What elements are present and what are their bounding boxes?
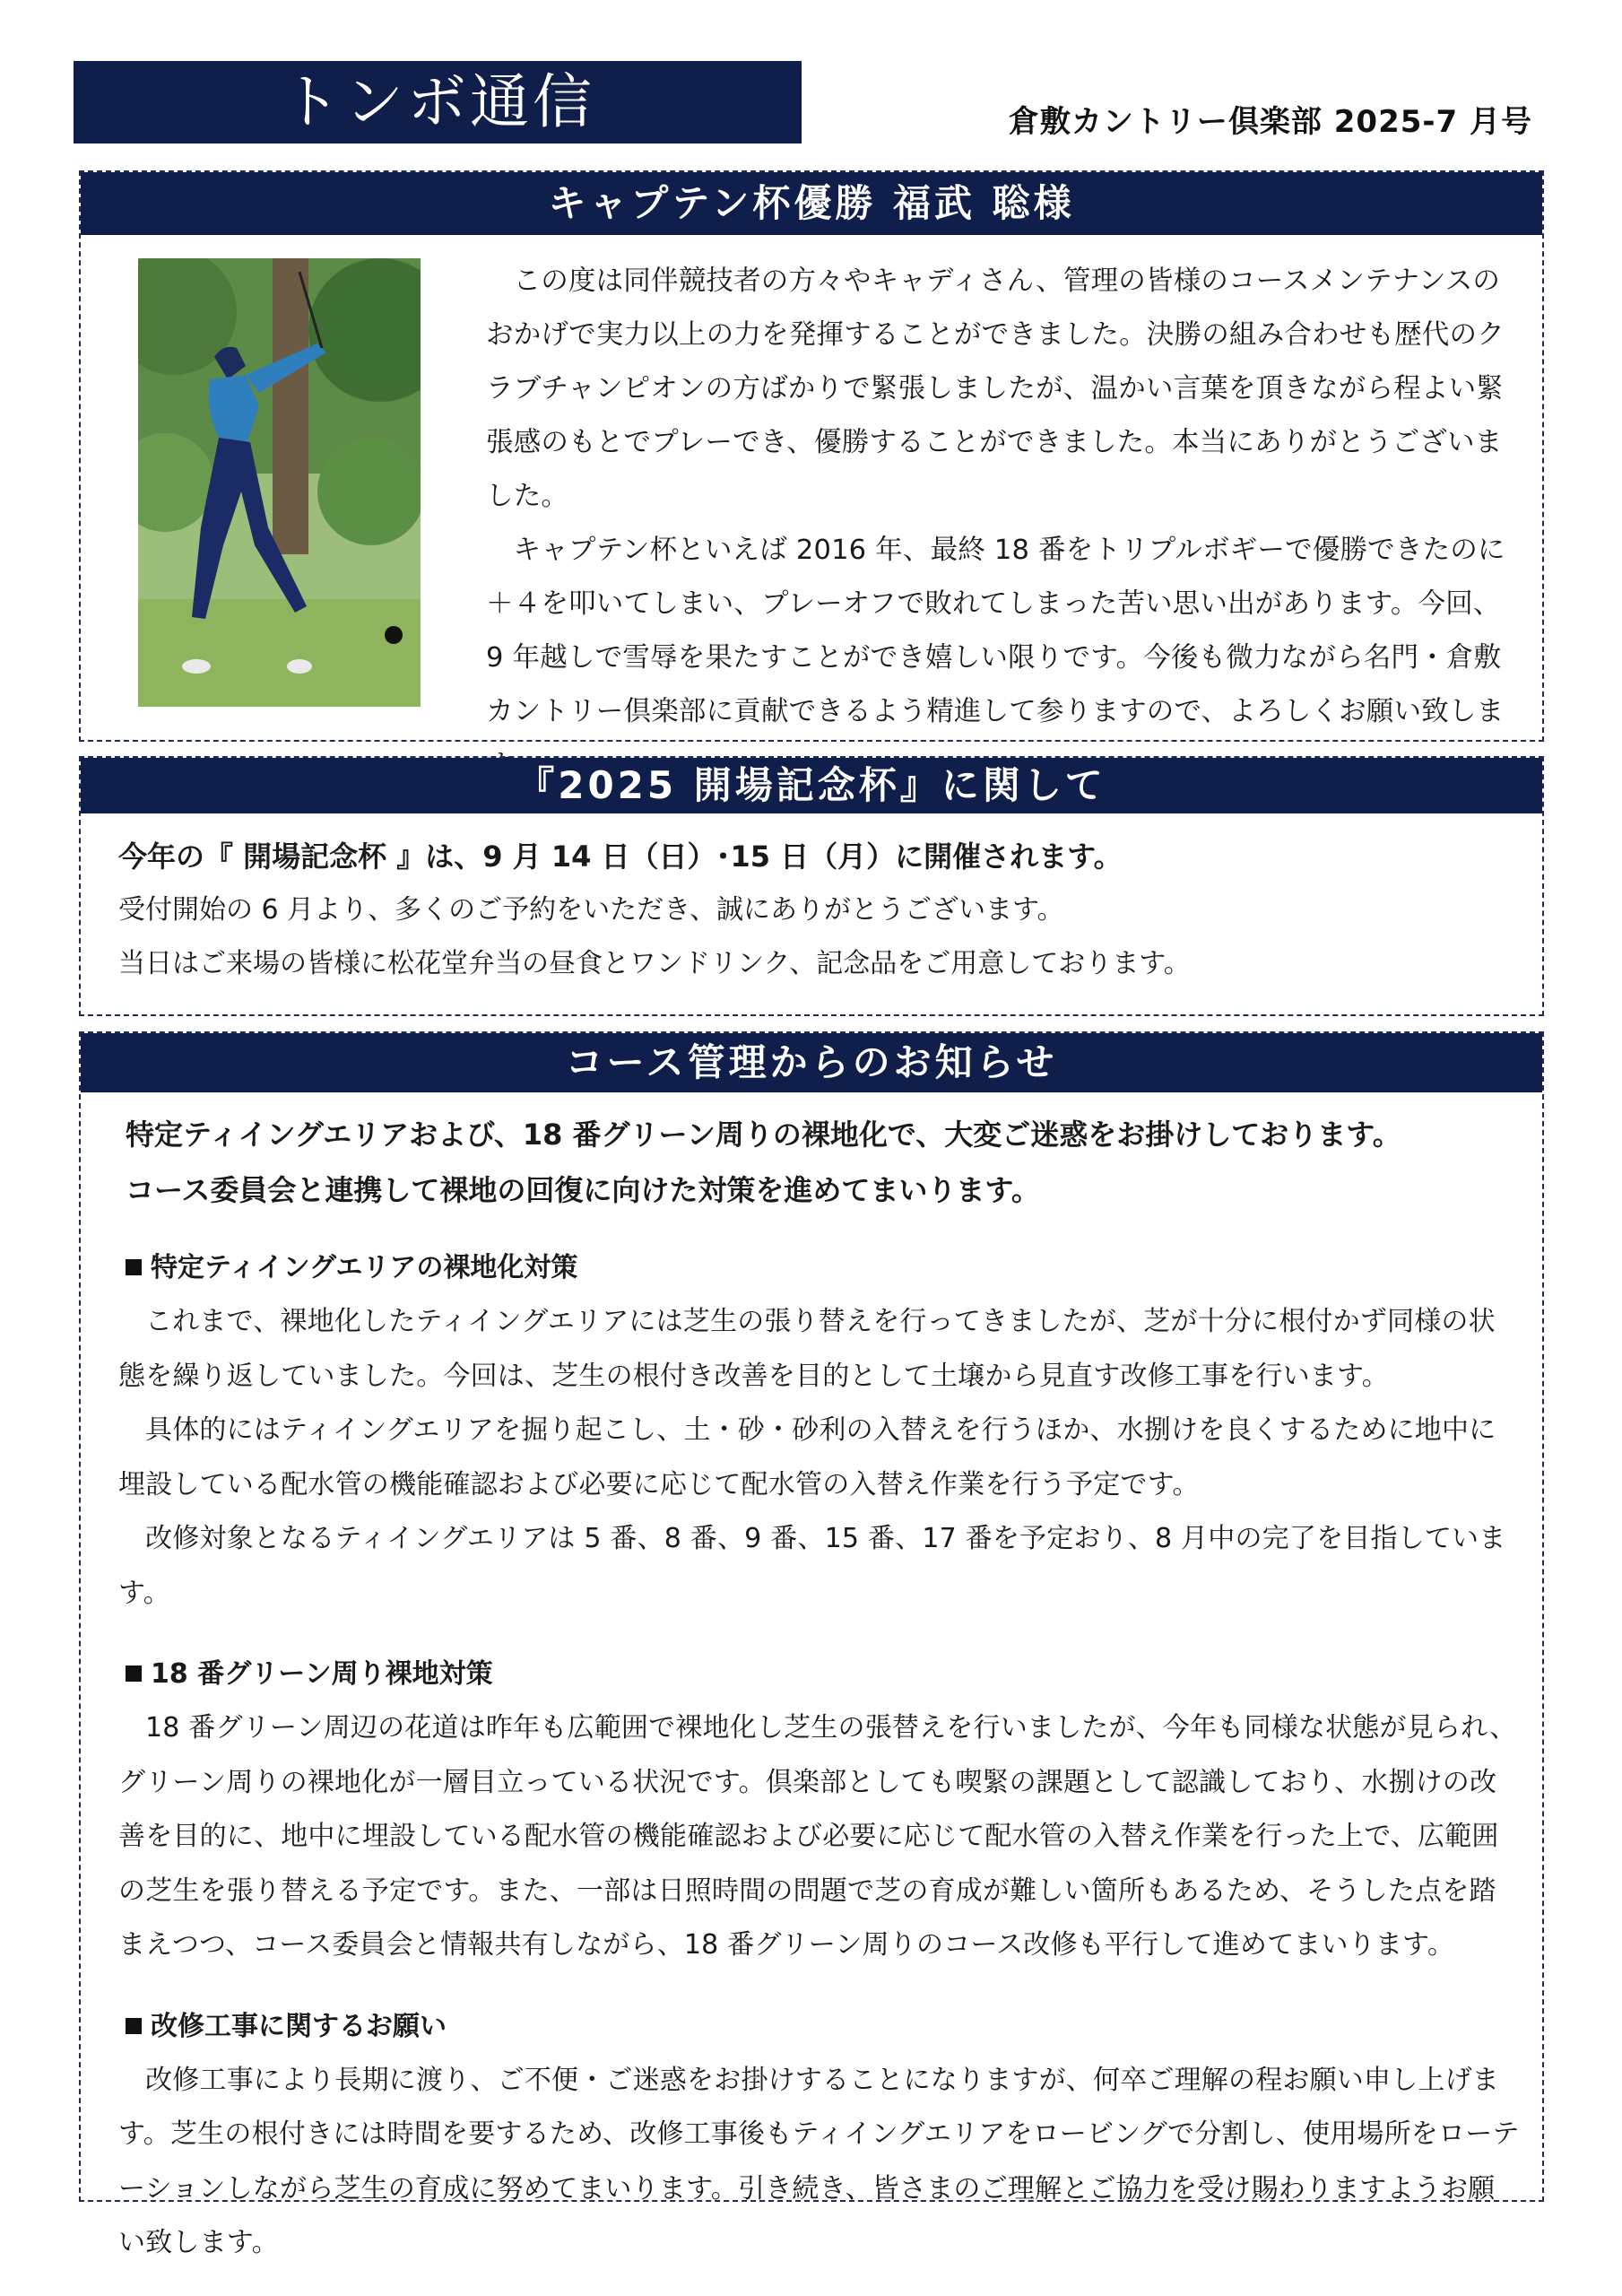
subsection-paragraph: 具体的にはティイングエリアを掘り起こし、土・砂・砂利の入替えを行うほか、水捌けを良くするために地中に埋設している配水管の機能確認および必要に応じて配水管の入替え作業を行う予定です。 <box>118 1414 1496 1500</box>
course-notice-heading: コース管理からのお知らせ <box>81 1033 1542 1092</box>
course-notice-intro: コース委員会と連携して裸地の回復に向けた対策を進めてまいります。 <box>126 1173 1040 1207</box>
golfer-photo <box>138 258 421 707</box>
course-notice-section <box>79 1031 1544 2258</box>
anniversary-cup-section <box>79 756 1544 1016</box>
captain-cup-heading: キャプテン杯優勝 福武 聡様 <box>81 172 1542 235</box>
message-paragraph: この度は同伴競技者の方々やキャディさん、管理の皆様のコースメンテナンスのおかげで実力以上の力を発揮することができました。決勝の組み合わせも歴代のクラブチャンピオンの方ばかりで緊張しましたが、温かい言葉を頂きながら程よい緊張感のもとでプレーでき、優勝することができました。本当にありがとうございました。 <box>486 265 1505 512</box>
subsection-paragraph: 改修工事により長期に渡り、ご不便・ご迷惑をお掛けすることになりますが、何卒ご理解の程お願い申し上げます。芝生の根付きには時間を要するため、改修工事後もティイングエリアをロービングで分割し、使用場所をローテーションしながら芝生の育成に努めてまいります。引き続き、皆さまのご理解とご協力を受け賜わりますようお願い致します。 <box>118 2064 1520 2258</box>
square-bullet-icon <box>126 2018 142 2034</box>
captain-cup-message <box>486 255 1508 793</box>
anniversary-cup-heading: 『2025 開場記念杯』に関して <box>81 758 1542 813</box>
subsection-title: 特定ティイングエリアの裸地化対策 <box>118 1241 1521 1295</box>
newsletter-title: トンボ通信 <box>74 61 802 144</box>
course-notice-intro: 特定ティイングエリアおよび、18 番グリーン周りの裸地化で、大変ご迷惑をお掛けしております。 <box>126 1118 1401 1152</box>
subsection-paragraph: これまで、裸地化したティイングエリアには芝生の張り替えを行ってきましたが、芝が十分に根付かず同様の状態を繰り返していました。今回は、芝生の根付き改善を目的として土壌から見直す改修工事を行います。 <box>118 1306 1496 1392</box>
subsection-title: 改修工事に関するお願い <box>118 2000 1521 2054</box>
issue-label: 倉敷カントリー倶楽部 2025-7 月号 <box>1008 104 1532 140</box>
message-paragraph: キャプテン杯といえば 2016 年、最終 18 番をトリプルボギーで優勝できたのに＋４を叩いてしまい、プレーオフで敗れてしまった苦い思い出があります。今回、9 年越しで雪辱を果たすことができ嬉しい限りです。今後も微力ながら名門・倉敷カントリー倶楽部に貢献できるよう精進して参りますので、よろしくお願い致しま <box>486 535 1505 727</box>
anniversary-cup-date: 今年の『 開場記念杯 』は、9 月 14 日（日）･15 日（月）に開催されます。 <box>118 839 1123 874</box>
subsection-title: 18 番グリーン周り裸地対策 <box>118 1648 1521 1701</box>
subsection-paragraph: 改修対象となるティイングエリアは 5 番、8 番、9 番、15 番、17 番を予定おり、8 月中の完了を目指しています。 <box>118 1523 1506 1609</box>
captain-cup-section <box>79 170 1544 742</box>
subsection-paragraph: 18 番グリーン周辺の花道は昨年も広範囲で裸地化し芝生の張替えを行いましたが、今年も同様な状態が見られ、グリーン周りの裸地化が一層目立っている状況です。倶楽部としても喫緊の課題として認識しており、水捌けの改善を目的に、地中に埋設している配水管の機能確認および必要に応じて配水管の入替え作業を行った上で、広範囲の芝生を張り替える予定です。また、一部は日照時間の問題で芝の育成が難しい箇所もあるため、そうした点を踏まえつつ、コース委員会と情報共有しながら、18 番グリーン周りのコース改修も平行して進めてまいります。 <box>118 1712 1517 1961</box>
anniversary-cup-line: 当日はご来場の皆様に松花堂弁当の昼食とワンドリンク、記念品をご用意しております。 <box>118 948 1191 979</box>
anniversary-cup-line: 受付開始の 6 月より、多くのご予約をいただき、誠にありがとうございます。 <box>118 894 1064 926</box>
square-bullet-icon <box>126 1665 142 1682</box>
square-bullet-icon <box>126 1259 142 1275</box>
